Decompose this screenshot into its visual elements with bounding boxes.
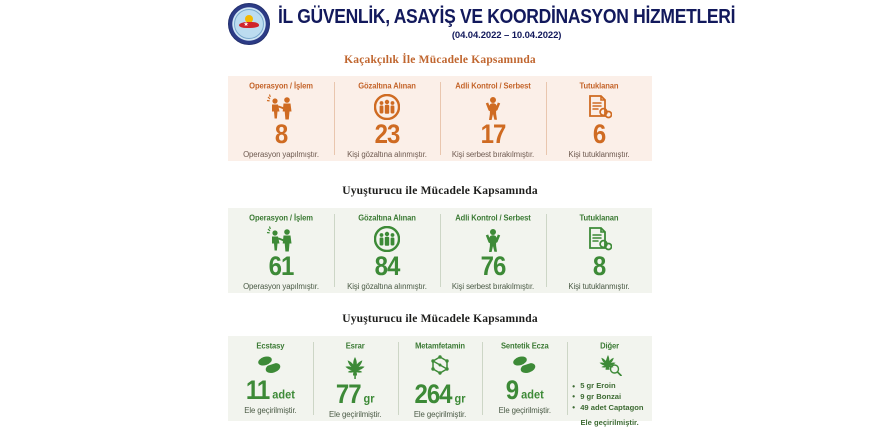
- document-handcuffs-icon: [586, 226, 612, 252]
- stat-caption: Ele geçirilmiştir.: [498, 406, 551, 415]
- arrest-operation-icon: [266, 94, 296, 120]
- stat-card-operations: [228, 76, 334, 161]
- section-panel-smuggling: [228, 76, 652, 161]
- stat-label: Ecstasy: [256, 340, 285, 351]
- stat-card-operations: [228, 208, 334, 293]
- stat-label: Metamfetamin: [415, 340, 465, 351]
- molecule-icon: [427, 354, 453, 380]
- stat-label: Esrar: [345, 340, 365, 351]
- stat-caption: Kişi tutuklanmıştır.: [568, 150, 630, 159]
- stat-label: Operasyon / İşlem: [249, 80, 313, 91]
- stat-value: 8: [592, 251, 606, 282]
- stat-value: 264 gr: [414, 379, 466, 410]
- list-item: • 9 gr Bonzai: [572, 392, 643, 403]
- stat-card-arrested: [546, 208, 652, 293]
- section-panel-narcotics-ops: [228, 208, 652, 293]
- stat-caption: Kişi tutuklanmıştır.: [568, 282, 630, 291]
- stat-caption: Kişi serbest bırakılmıştır.: [451, 282, 535, 291]
- arrest-operation-icon: [266, 226, 296, 252]
- other-items-list: [569, 381, 643, 413]
- stat-caption: Ele geçirilmiştir.: [329, 410, 382, 419]
- stat-value: 77 gr: [335, 379, 375, 410]
- stat-caption: Kişi gözaltına alınmıştır.: [347, 150, 427, 159]
- stat-card-released: [440, 76, 546, 161]
- released-person-icon: [481, 94, 505, 120]
- stat-card-other: [567, 336, 652, 428]
- stat-label: Diğer: [600, 340, 620, 351]
- stat-label: Adli Kontrol / Serbest: [455, 212, 531, 223]
- section-title-smuggling: Kaçakçılık İle Mücadele Kapsamında: [344, 54, 536, 66]
- stat-value: 76: [480, 251, 506, 282]
- stat-caption: Kişi serbest bırakılmıştır.: [451, 150, 535, 159]
- stat-value: 11 adet: [245, 375, 295, 406]
- stat-card-arrested: [546, 76, 652, 161]
- stat-card-ecstasy: [228, 336, 313, 421]
- pills-icon: [511, 354, 539, 376]
- stat-caption: Ele geçirilmiştir.: [413, 410, 467, 419]
- stat-caption: Operasyon yapılmıştır.: [243, 150, 319, 159]
- stat-label: Tutuklanan: [579, 212, 619, 223]
- section-title-narcotics-ops: Uyuşturucu ile Mücadele Kapsamında: [342, 185, 538, 197]
- pills-icon: [256, 354, 284, 376]
- list-item: • 5 gr Eroin: [572, 381, 643, 392]
- stat-label: Tutuklanan: [579, 80, 619, 91]
- stat-value: 61: [268, 251, 294, 282]
- released-person-icon: [481, 226, 505, 252]
- stat-card-detained: [334, 208, 440, 293]
- stat-label: Operasyon / İşlem: [249, 212, 313, 223]
- document-handcuffs-icon: [586, 94, 612, 120]
- stat-caption: Ele geçirilmiştir.: [580, 418, 639, 428]
- stat-value: 8: [274, 119, 288, 150]
- stat-label: Adli Kontrol / Serbest: [455, 80, 531, 91]
- detained-group-icon: [374, 94, 400, 120]
- stat-label: Gözaltına Alınan: [358, 80, 416, 91]
- stat-value: 84: [374, 251, 400, 282]
- stat-card-synthetic-drugs: [482, 336, 567, 421]
- stat-label: Sentetik Ecza: [500, 340, 549, 351]
- stat-value: 17: [480, 119, 506, 150]
- stat-card-cannabis: [313, 336, 398, 421]
- stat-value: 9 adet: [505, 375, 544, 406]
- kocaeli-valiligi-emblem-icon: ★: [228, 3, 270, 45]
- page-header: [228, 2, 736, 46]
- page-title: İL GÜVENLİK, ASAYİŞ VE KOORDİNASYON HİZMETLERİ: [278, 4, 736, 29]
- section-panel-narcotics-seized: [228, 336, 652, 428]
- stat-value: 6: [592, 119, 606, 150]
- stat-card-released: [440, 208, 546, 293]
- stat-label: Gözaltına Alınan: [358, 212, 416, 223]
- stat-card-methamphetamine: [398, 336, 483, 421]
- detained-group-icon: [374, 226, 400, 252]
- stat-caption: Kişi gözaltına alınmıştır.: [347, 282, 427, 291]
- date-range: (04.04.2022 – 10.04.2022): [451, 29, 562, 41]
- stat-card-detained: [334, 76, 440, 161]
- list-item: • 49 adet Captagon: [572, 403, 643, 414]
- section-title-narcotics-seized: Uyuşturucu ile Mücadele Kapsamında: [342, 313, 538, 325]
- cannabis-leaf-icon: [342, 354, 368, 380]
- stat-caption: Ele geçirilmiştir.: [244, 406, 297, 415]
- leaf-magnifier-icon: [597, 354, 623, 376]
- stat-caption: Operasyon yapılmıştır.: [243, 282, 319, 291]
- stat-value: 23: [374, 119, 400, 150]
